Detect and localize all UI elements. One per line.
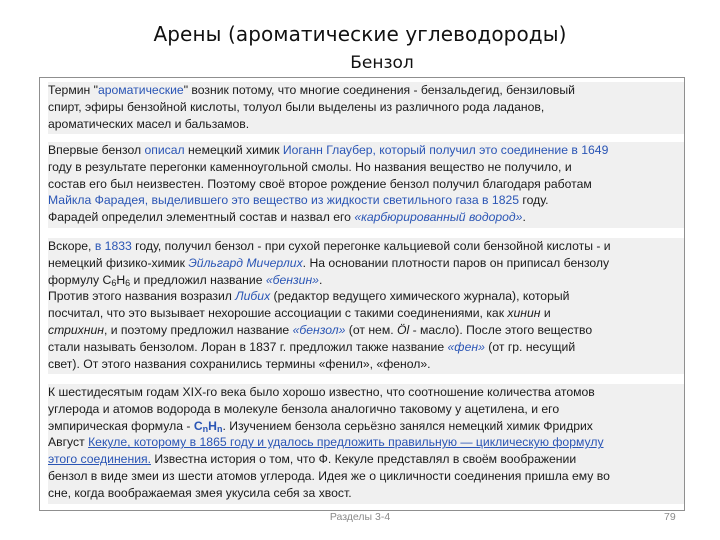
text-line: состав его был неизвестен. Поэтому своё второе рождение бензол получил благодаря работам: [48, 176, 592, 191]
text: .: [522, 210, 526, 225]
text: H: [116, 272, 126, 287]
formula-symbol: H: [208, 418, 217, 433]
page-title: Арены (ароматические углеводороды): [153, 22, 567, 46]
text-line: К шестидесятым годам XIX-го века было хорошо известно, что соотношение количества атомов: [48, 385, 595, 399]
text: Впервые бензол: [48, 143, 145, 157]
text-line: [48, 434, 684, 451]
text-line: углерода и атомов водорода в молекуле бензола аналогично таковому у ацетилена, и его: [48, 401, 560, 416]
text: стали называть бензолом. Лоран в 1837 г. предложил также название: [48, 339, 448, 354]
kekule-link[interactable]: этого соединения.: [48, 452, 151, 467]
text-line: [48, 255, 684, 272]
text: году.: [519, 193, 549, 208]
text-line: спирт, эфиры бензойной кислоты, толуол были выделены из различного рода ладанов,: [48, 99, 545, 114]
text-line: [48, 209, 684, 226]
text: Фарадей определил элементный состав и назвал его: [48, 210, 355, 225]
subtitle-text: Бензол: [350, 53, 414, 73]
page-subtitle: [0, 53, 720, 73]
kekule-link[interactable]: Кекуле, которому в 1865 году и удалось предложить правильную — циклическую формулу: [88, 435, 604, 450]
page-number: 79: [664, 511, 676, 523]
text-line: ароматических масел и бальзамов.: [48, 116, 250, 131]
text-line: [48, 305, 684, 322]
footer-section-label: Разделы 3-4: [329, 511, 391, 523]
highlight-term: «фен»: [447, 339, 485, 354]
text-line: [48, 288, 684, 305]
formula-subscript: 6: [125, 277, 131, 288]
text: - масло). После этого вещество: [409, 322, 593, 337]
text: .: [318, 272, 323, 287]
text-line: [48, 142, 684, 159]
text-line: [48, 192, 684, 209]
text: посчитал, что это вызывает нехорошие ассоциации с такими соединениями, как: [48, 306, 508, 321]
text-line: году в результате перегонки каменноугольной смолы. Но названия вещество не получило, и: [48, 159, 572, 174]
text: Термин ": [48, 83, 98, 97]
text: немецкий физико-химик: [48, 255, 189, 270]
italic-term: стрихнин: [48, 322, 104, 337]
text-line: бензол в виде змеи из шести атомов углерода. Идея же о цикличности соединения пришла ему во: [48, 468, 610, 483]
text-line: [48, 451, 684, 468]
text: , и поэтому предложил название: [103, 322, 293, 337]
text-line: [48, 238, 684, 255]
italic-term: хинин: [507, 306, 541, 321]
text: " возник потому, что многие соединения - бензальдегид, бензиловый: [183, 83, 575, 97]
text: и: [540, 306, 551, 321]
text: и предложил название: [130, 272, 266, 287]
paragraph-aromatic-term: [48, 82, 684, 134]
paragraph-glauber-faraday: [48, 142, 684, 228]
highlight-name: Либих: [235, 289, 271, 304]
text: немецкий химик: [184, 143, 283, 157]
text-line: сне, когда воображаемая змея укусила себя за хвост.: [48, 485, 352, 500]
text-line: [48, 82, 684, 99]
text-line: [48, 272, 684, 289]
highlight-name: Эйльгард Мичерлих: [188, 255, 303, 270]
text-line: [48, 418, 684, 435]
text-line: [48, 322, 684, 339]
paragraph-mitscherlich-liebig: [48, 238, 684, 374]
text: Известна история о том, что Ф. Кекуле представлял в своём воображении: [151, 452, 577, 467]
highlight-term: ароматические: [97, 83, 184, 97]
text: Август: [48, 435, 89, 450]
text: (редактор ведущего химического журнала), который: [270, 289, 570, 304]
text-line: свет). От этого названия сохранились термины «фенил», «фенол».: [48, 356, 431, 371]
text: Вскоре,: [48, 239, 95, 253]
highlight-text: описал: [144, 143, 185, 157]
text: (от гр. несущий: [484, 339, 576, 354]
text: эмпирическая формула -: [48, 418, 194, 433]
highlight-term: «карбюрированный водород»: [354, 210, 523, 225]
formula-subscript: 6: [111, 277, 117, 288]
text-line: [48, 339, 684, 356]
formula-subscript: n: [216, 423, 223, 434]
italic-term: Öl: [397, 322, 410, 337]
paragraph-kekule: [48, 384, 684, 504]
text: Против этого названия возразил: [48, 289, 236, 304]
highlight-term: «бензин»: [265, 272, 319, 287]
text: формулу C: [48, 272, 112, 287]
text: . Изучением бензола серьёзно занялся немецкий химик Фридрих: [222, 418, 593, 433]
highlight-text: Иоганн Глаубер, который получил это соединение в 1649: [282, 143, 609, 157]
formula-subscript: n: [202, 423, 209, 434]
formula-symbol: C: [193, 418, 203, 433]
highlight-text: в 1833: [94, 239, 132, 253]
text: . На основании плотности паров он приписал бензолу: [302, 255, 610, 270]
highlight-text: Майкла Фарадея, выделившего это вещество из жидкости светильного газа в 1825: [48, 193, 520, 208]
highlight-term: «бензол»: [292, 322, 346, 337]
text: году, получил бензол - при сухой перегонке кальциевой соли бензойной кислоты - и: [131, 239, 611, 253]
text: (от нем.: [345, 322, 397, 337]
